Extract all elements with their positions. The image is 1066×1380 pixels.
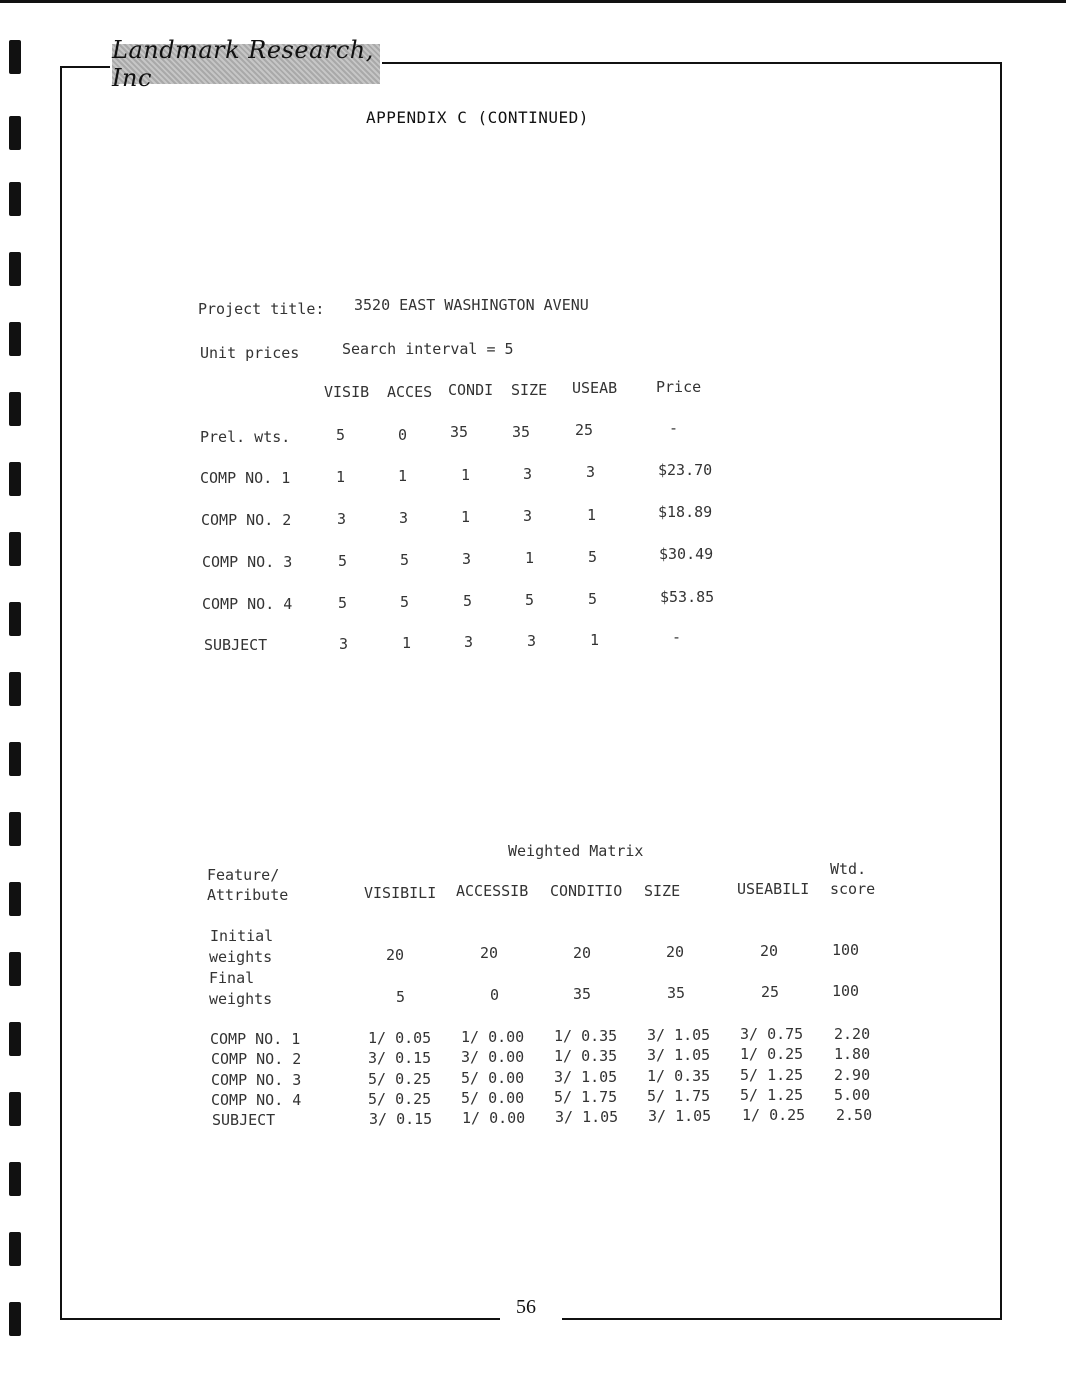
row-label: SUBJECT bbox=[212, 1111, 276, 1129]
row-label: COMP NO. 2 bbox=[211, 1050, 302, 1068]
score-cell: 2.20 bbox=[834, 1025, 871, 1043]
table-cell: 20 bbox=[480, 944, 499, 962]
frame-border-left bbox=[60, 66, 62, 1319]
row-label: weights bbox=[209, 990, 273, 1008]
binder-hole bbox=[9, 672, 21, 706]
table-cell: 5 bbox=[336, 426, 346, 444]
table-cell: 5/ 1.75 bbox=[554, 1088, 618, 1106]
column-header: SIZE bbox=[644, 882, 681, 900]
table-cell: 5 bbox=[338, 552, 348, 570]
table-cell: 25 bbox=[575, 421, 594, 439]
table-cell: 3 bbox=[464, 633, 474, 651]
row-label: Final bbox=[209, 969, 255, 987]
table-cell: 25 bbox=[761, 983, 780, 1001]
column-header: CONDITIO bbox=[550, 882, 623, 900]
table-cell: 1/ 0.35 bbox=[554, 1027, 618, 1045]
table-cell: $53.85 bbox=[660, 588, 715, 606]
table-cell: 5/ 0.25 bbox=[368, 1090, 432, 1108]
binder-hole bbox=[9, 392, 21, 426]
table-cell: 35 bbox=[573, 985, 592, 1003]
table-cell: 3 bbox=[523, 465, 533, 483]
frame-border-top bbox=[382, 62, 1002, 64]
table-cell: 20 bbox=[760, 942, 779, 960]
row-label: Prel. wts. bbox=[200, 428, 291, 446]
matrix-title: Weighted Matrix bbox=[508, 842, 644, 860]
column-header: ACCES bbox=[387, 383, 433, 401]
table-cell: 3 bbox=[337, 510, 347, 528]
column-header: VISIBILI bbox=[364, 884, 437, 902]
table-cell: 5 bbox=[588, 548, 598, 566]
table-cell: 1 bbox=[461, 508, 471, 526]
project-title-value: 3520 EAST WASHINGTON AVENU bbox=[354, 296, 589, 314]
row-label: COMP NO. 3 bbox=[211, 1071, 302, 1089]
binder-hole bbox=[9, 1162, 21, 1196]
frame-border-bottom bbox=[562, 1318, 1002, 1320]
binder-hole bbox=[9, 1232, 21, 1266]
binder-hole bbox=[9, 116, 21, 150]
binder-hole bbox=[9, 812, 21, 846]
page-top-edge bbox=[0, 0, 1066, 3]
table-cell: 5/ 1.75 bbox=[647, 1087, 711, 1105]
appendix-heading: APPENDIX C (CONTINUED) bbox=[366, 108, 589, 127]
table-cell: 1 bbox=[525, 549, 535, 567]
table-cell: 5 bbox=[400, 593, 410, 611]
column-header: Price bbox=[656, 378, 702, 396]
binder-hole bbox=[9, 40, 21, 74]
table-cell: 1 bbox=[402, 634, 412, 652]
table-cell: 1/ 0.05 bbox=[368, 1029, 432, 1047]
binder-hole bbox=[9, 182, 21, 216]
row-label: COMP NO. 4 bbox=[211, 1091, 302, 1109]
table-cell: 1/ 0.35 bbox=[647, 1067, 711, 1085]
row-label: COMP NO. 1 bbox=[200, 469, 291, 487]
table-cell: 5/ 1.25 bbox=[740, 1086, 804, 1104]
column-header: USEAB bbox=[572, 379, 618, 397]
table-cell: 3/ 1.05 bbox=[648, 1107, 712, 1125]
row-label: weights bbox=[209, 948, 273, 966]
table-cell: 5 bbox=[525, 591, 535, 609]
table-cell: $30.49 bbox=[659, 545, 714, 563]
score-cell: 1.80 bbox=[834, 1045, 871, 1063]
table-cell: 3/ 1.05 bbox=[554, 1068, 618, 1086]
table-cell: 3 bbox=[339, 635, 349, 653]
feature-label: Feature/ bbox=[207, 866, 280, 884]
table-cell: 1/ 0.25 bbox=[742, 1106, 806, 1124]
table-cell: 35 bbox=[450, 423, 469, 441]
table-cell: 3 bbox=[462, 550, 472, 568]
binder-hole bbox=[9, 742, 21, 776]
page-number: 56 bbox=[516, 1296, 536, 1318]
column-header: CONDI bbox=[448, 381, 494, 399]
score-cell: 5.00 bbox=[834, 1086, 871, 1104]
row-label: COMP NO. 1 bbox=[210, 1030, 301, 1048]
score-header: score bbox=[830, 880, 876, 898]
table-cell: 20 bbox=[386, 946, 405, 964]
table-cell: 3/ 1.05 bbox=[647, 1046, 711, 1064]
table-cell: 20 bbox=[573, 944, 592, 962]
table-cell: 35 bbox=[667, 984, 686, 1002]
table-cell: 5/ 0.25 bbox=[368, 1070, 432, 1088]
column-header: USEABILI bbox=[737, 880, 810, 898]
frame-border-right bbox=[1000, 62, 1002, 1320]
project-title-label: Project title: bbox=[198, 300, 325, 318]
table-cell: 5 bbox=[396, 988, 406, 1006]
table-cell: 20 bbox=[666, 943, 685, 961]
row-label: COMP NO. 3 bbox=[202, 553, 293, 571]
binder-hole bbox=[9, 252, 21, 286]
table-cell: 0 bbox=[398, 426, 408, 444]
binder-hole bbox=[9, 1302, 21, 1336]
binder-hole bbox=[9, 1022, 21, 1056]
table-cell: 5 bbox=[463, 592, 473, 610]
binder-hole bbox=[9, 882, 21, 916]
binder-hole bbox=[9, 1092, 21, 1126]
table-cell: 3 bbox=[523, 507, 533, 525]
table-cell: 1 bbox=[587, 506, 597, 524]
binder-hole bbox=[9, 602, 21, 636]
table-cell: 35 bbox=[512, 423, 531, 441]
table-cell: $23.70 bbox=[658, 461, 713, 479]
table-cell: 0 bbox=[490, 986, 500, 1004]
table-cell: 3 bbox=[399, 509, 409, 527]
table-cell: 3/ 0.75 bbox=[740, 1025, 804, 1043]
company-logo bbox=[112, 36, 380, 92]
column-header: ACCESSIB bbox=[456, 882, 529, 900]
binder-hole bbox=[9, 322, 21, 356]
column-header: VISIB bbox=[324, 383, 370, 401]
score-header: Wtd. bbox=[830, 860, 867, 878]
table-cell: 5/ 0.00 bbox=[461, 1069, 525, 1087]
table-cell: 1 bbox=[461, 466, 471, 484]
table-cell: 1/ 0.25 bbox=[740, 1045, 804, 1063]
frame-border-bottom bbox=[60, 1318, 500, 1320]
row-label: SUBJECT bbox=[204, 636, 268, 654]
table-cell: 100 bbox=[832, 982, 860, 1000]
table-cell: 1 bbox=[590, 631, 600, 649]
table-cell: 1/ 0.00 bbox=[462, 1109, 526, 1127]
score-cell: 2.50 bbox=[836, 1106, 873, 1124]
row-label: Initial bbox=[210, 927, 274, 945]
binder-hole bbox=[9, 532, 21, 566]
table-cell: 3/ 1.05 bbox=[555, 1108, 619, 1126]
frame-border-top bbox=[60, 66, 110, 68]
table-cell: 100 bbox=[832, 941, 860, 959]
table-cell: $18.89 bbox=[658, 503, 713, 521]
table-cell: - bbox=[669, 419, 679, 437]
binder-hole bbox=[9, 952, 21, 986]
table-cell: 5/ 1.25 bbox=[740, 1066, 804, 1084]
row-label: COMP NO. 4 bbox=[202, 595, 293, 613]
table-cell: 3/ 1.05 bbox=[647, 1026, 711, 1044]
score-cell: 2.90 bbox=[834, 1066, 871, 1084]
search-interval: Search interval = 5 bbox=[342, 340, 514, 358]
table-cell: 3 bbox=[586, 463, 596, 481]
table-cell: - bbox=[672, 628, 682, 646]
table-cell: 3 bbox=[527, 632, 537, 650]
unit-prices-label: Unit prices bbox=[200, 344, 300, 362]
table-cell: 5/ 0.00 bbox=[461, 1089, 525, 1107]
binder-hole bbox=[9, 462, 21, 496]
row-label: COMP NO. 2 bbox=[201, 511, 292, 529]
table-cell: 5 bbox=[400, 551, 410, 569]
table-cell: 1 bbox=[398, 467, 408, 485]
table-cell: 3/ 0.15 bbox=[368, 1049, 432, 1067]
table-cell: 1/ 0.35 bbox=[554, 1047, 618, 1065]
attribute-label: Attribute bbox=[207, 886, 289, 904]
table-cell: 5 bbox=[588, 590, 598, 608]
company-logo-text: Landmark Research, Inc bbox=[112, 36, 374, 92]
table-cell: 1 bbox=[336, 468, 346, 486]
table-cell: 3/ 0.00 bbox=[461, 1048, 525, 1066]
column-header: SIZE bbox=[511, 381, 548, 399]
table-cell: 3/ 0.15 bbox=[369, 1110, 433, 1128]
table-cell: 1/ 0.00 bbox=[461, 1028, 525, 1046]
table-cell: 5 bbox=[338, 594, 348, 612]
